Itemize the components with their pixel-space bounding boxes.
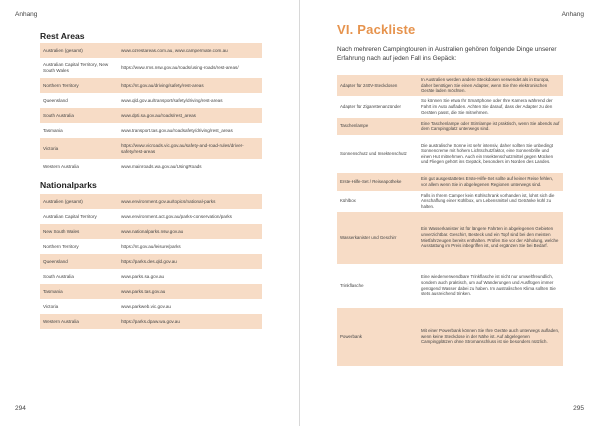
row-label: Adapter für Zigarettenanzünder (337, 96, 418, 118)
table-row (337, 173, 563, 191)
row-value: www.parkweb.vic.gov.au (118, 299, 262, 314)
row-label: Western Australia (40, 314, 118, 329)
row-value: Mit einer Powerbank können Sie Ihre Geräte auch unterwegs aufladen, wenn keine Steckdose in der Nähe ist. Auf abgelegenen Campingplätzen ohne Stromanschluss ist sie besonders nützlich. (418, 308, 563, 366)
row-label: South Australia (40, 108, 118, 123)
row-value: https://www.rms.nsw.gov.au/roads/using-roads/rest-areas/ (118, 58, 262, 78)
row-label: Australien (gesamt) (40, 43, 118, 58)
row-label: Tasmania (40, 284, 118, 299)
row-value: https://nt.gov.au/driving/safety/rest-areas (118, 78, 262, 93)
rest-areas-title: Rest Areas (40, 31, 85, 41)
row-value: https://nt.gov.au/leisure/parks (118, 239, 262, 254)
nationalparks-table (40, 194, 262, 329)
running-header: Anhang (561, 11, 584, 18)
row-label: Taschenlampe (337, 118, 418, 135)
row-value: https://www.vicroads.vic.gov.au/safety-and-road-rules/driver-safety/rest-areas (118, 138, 262, 159)
table-row (337, 264, 563, 308)
table-row (337, 75, 563, 96)
table-row (40, 108, 262, 123)
row-label: Kühlbox (337, 191, 418, 212)
row-value: www.parks.sa.gov.au (118, 269, 262, 284)
row-label: Sonnenschutz und Insektenschutz (337, 135, 418, 173)
page-number: 294 (15, 405, 26, 412)
row-value: Die australische Sonne ist sehr intensiv, daher sollten Sie unbedingt Sonnencreme mit hohem Lichtschutzfaktor, eine Sonnenbrille und einen Hut mitnehmen. Auch ein Insektenschutzmittel gegen Mücken und Fliegen gehört ins Gepäck, besonders im Norden des Landes. (418, 135, 563, 173)
table-row (40, 194, 262, 209)
row-value: In Australien werden andere Steckdosen verwendet als in Europa, daher benötigen Sie einen Adapter, wenn Sie Ihre elektronischen Geräte laden möchten. (418, 75, 563, 96)
row-value: www.nationalparks.nsw.gov.au (118, 224, 262, 239)
row-value: www.ozrestareas.com.au, www.campermate.com.au (118, 43, 262, 58)
row-value: Falls in Ihrem Camper kein Kühlschrank vorhanden ist, lohnt sich die Anschaffung einer Kühlbox, um Lebensmittel und Getränke kühl zu halten. (418, 191, 563, 212)
table-row (40, 58, 262, 78)
table-row (40, 78, 262, 93)
row-value: www.qld.gov.au/transport/safety/driving/rest-areas (118, 93, 262, 108)
row-value: Ein Wasserkanister ist für längere Fahrten in abgelegenen Gebieten unverzichtbar. Geschirr, Besteck und ein Topf sind bei den meisten Mietfahrzeugen bereits enthalten. Prüfen Sie vor der Abholung, welche Ausstattung im Preis inbegriffen ist, und ergänzen Sie bei Bedarf. (418, 212, 563, 264)
row-label: Western Australia (40, 159, 118, 174)
row-value: Eine wiederverwendbare Trinkflasche ist nicht nur umweltfreundlich, sondern auch praktisch, um auf Wanderungen und Ausflügen immer genügend Wasser dabei zu haben. Im australischen Klima sollten Sie stets ausreichend trinken. (418, 264, 563, 308)
row-label: Australian Capital Territory (40, 209, 118, 224)
table-row (40, 209, 262, 224)
table-row (40, 314, 262, 329)
row-value: www.dpti.sa.gov.au/roads/rest_areas (118, 108, 262, 123)
chapter-title: VI. Packliste (337, 22, 416, 37)
row-value: www.parks.tas.gov.au (118, 284, 262, 299)
row-label: Adapter für 240V-Steckdosen (337, 75, 418, 96)
table-row (40, 239, 262, 254)
row-value: Eine Taschenlampe oder Stirnlampe ist praktisch, wenn Sie abends auf dem Campingplatz unterwegs sind. (418, 118, 563, 135)
row-value: www.mainroads.wa.gov.au/UsingRoads (118, 159, 262, 174)
row-label: Tasmania (40, 123, 118, 138)
row-label: Northern Territory (40, 239, 118, 254)
row-label: Wasserkanister und Geschirr (337, 212, 418, 264)
table-row (40, 269, 262, 284)
row-label: Powerbank (337, 308, 418, 366)
table-row (337, 308, 563, 366)
row-value: https://parks.des.qld.gov.au (118, 254, 262, 269)
table-row (337, 191, 563, 212)
row-label: Victoria (40, 138, 118, 159)
nationalparks-title: Nationalparks (40, 180, 97, 190)
row-label: Queensland (40, 254, 118, 269)
rest-areas-table (40, 43, 262, 174)
table-row (40, 123, 262, 138)
table-row (337, 118, 563, 135)
row-label: South Australia (40, 269, 118, 284)
table-row (40, 284, 262, 299)
page-number: 295 (573, 405, 584, 412)
row-value: https://parks.dpaw.wa.gov.au (118, 314, 262, 329)
table-row (40, 43, 262, 58)
table-row (40, 93, 262, 108)
table-row (337, 96, 563, 118)
packing-list-table (337, 75, 563, 366)
running-header: Anhang (15, 11, 38, 18)
row-label: Northern Territory (40, 78, 118, 93)
row-value: Ein gut ausgestattetes Erste-Hilfe-Set sollte auf keiner Reise fehlen, vor allem wenn Sie in abgelegenen Regionen unterwegs sind. (418, 173, 563, 191)
row-label: Trinkflasche (337, 264, 418, 308)
row-value: www.environment.act.gov.au/parks-conservation/parks (118, 209, 262, 224)
row-label: Australien (gesamt) (40, 194, 118, 209)
intro-paragraph: Nach mehreren Campingtouren in Australien gehören folgende Dinge unserer Erfahrung nach auf jeden Fall ins Gepäck: (337, 46, 557, 62)
table-row (40, 138, 262, 159)
row-label: Erste-Hilfe-Set / Reiseapotheke (337, 173, 418, 191)
table-row (337, 135, 563, 173)
row-label: New South Wales (40, 224, 118, 239)
row-value: So können Sie etwa Ihr Smartphone oder Ihre Kamera während der Fahrt im Auto aufladen. Achten Sie darauf, dass der Adapter zu den Geräten passt, die Sie mitnehmen. (418, 96, 563, 118)
table-row (40, 224, 262, 239)
row-label: Australian Capital Territory, New South Wales (40, 58, 118, 78)
row-value: www.environment.gov.au/topics/national-parks (118, 194, 262, 209)
row-label: Victoria (40, 299, 118, 314)
table-row (40, 254, 262, 269)
row-value: www.transport.tas.gov.au/roadsafety/driving/rest_areas (118, 123, 262, 138)
table-row (337, 212, 563, 264)
table-row (40, 299, 262, 314)
table-row (40, 159, 262, 174)
row-label: Queensland (40, 93, 118, 108)
